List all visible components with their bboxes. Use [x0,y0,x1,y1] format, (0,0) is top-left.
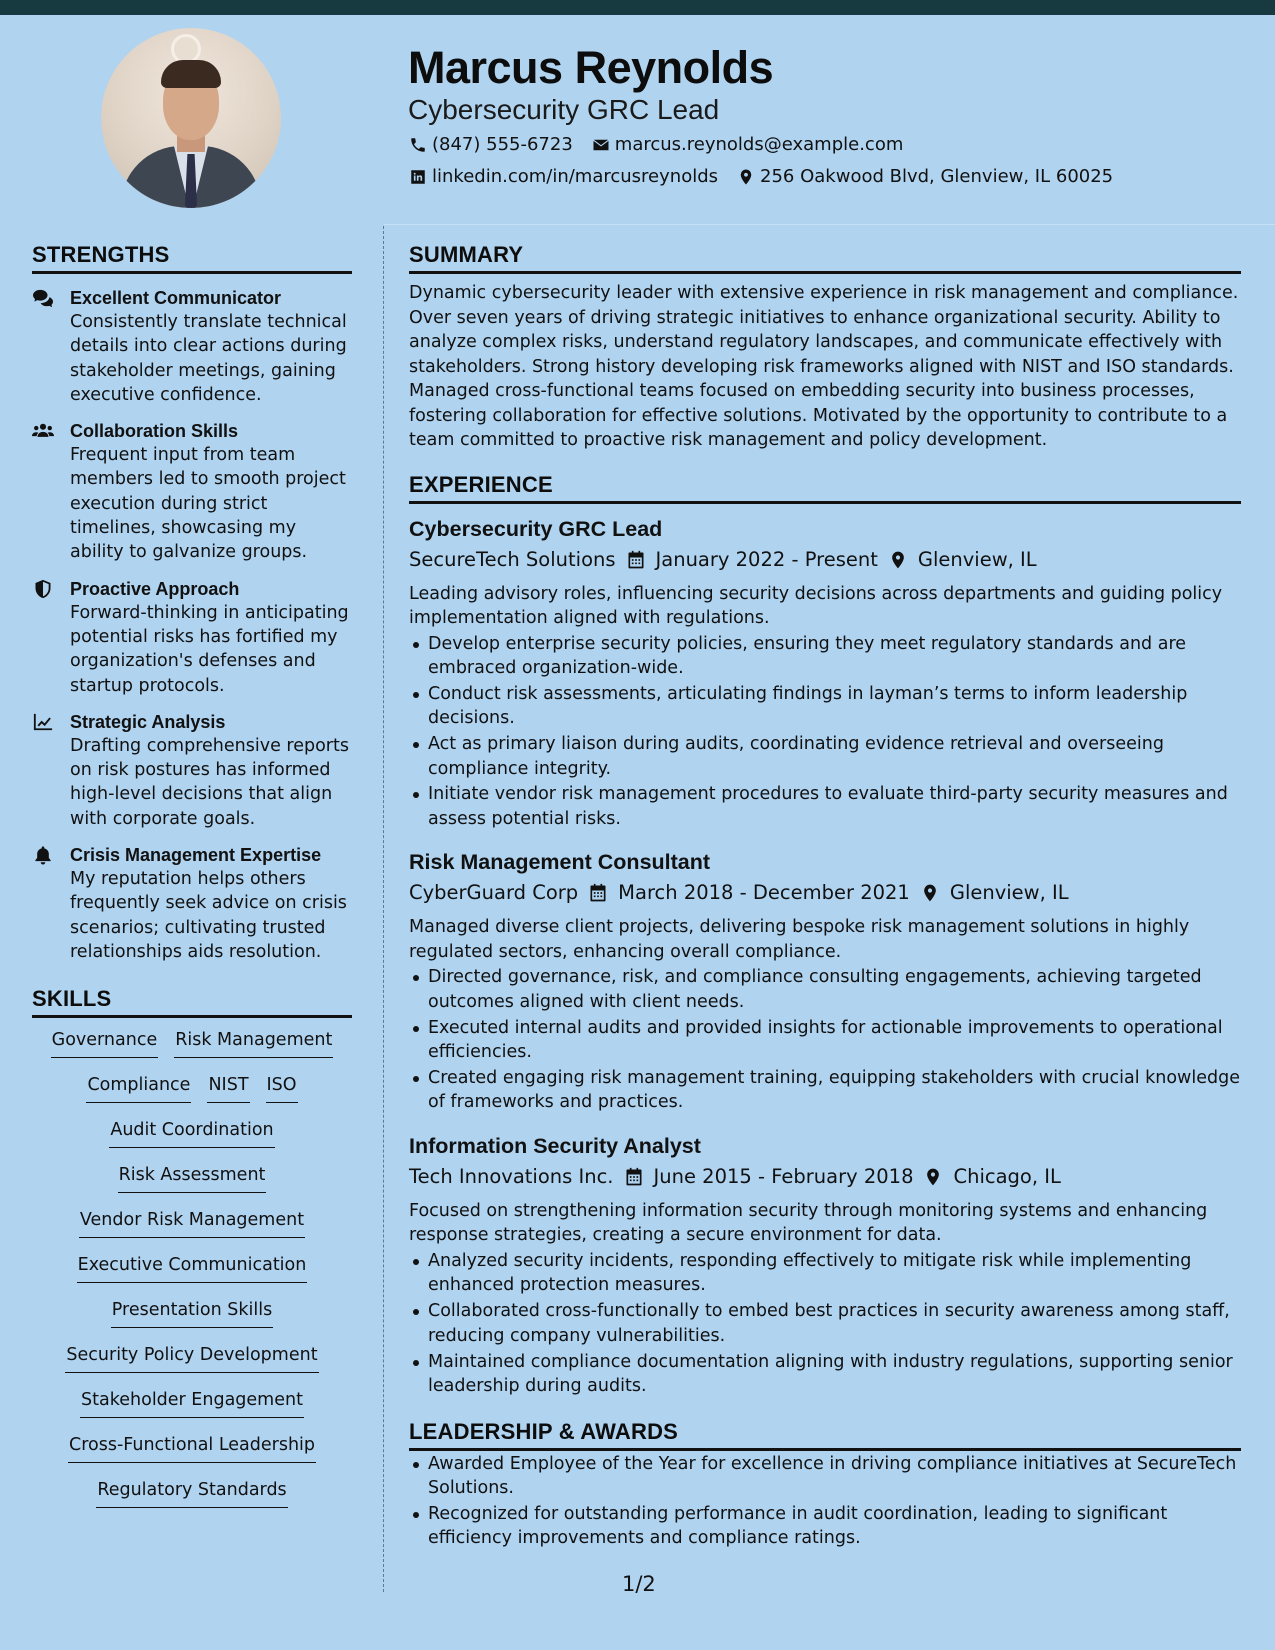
phone-icon [408,135,428,155]
job-bullets [409,1249,1241,1399]
strength-item [32,419,352,564]
skill-row [86,1073,297,1118]
email-contact [591,134,904,155]
strength-title: Crisis Management Expertise [70,845,322,866]
envelope-icon [591,135,611,155]
job-meta [409,544,1241,576]
strength-item [32,577,352,698]
candidate-name: Marcus Reynolds [408,42,774,93]
job-title: Cybersecurity GRC Lead [409,516,663,541]
job-company: CyberGuard Corp [409,881,579,905]
skill-row [111,1298,273,1343]
skills-list [32,1028,352,1523]
job-bullet: Act as primary liaison during audits, coordinating evidence retrieval and overseeing compliance integrity. [409,732,1241,781]
map-pin-icon [923,1167,943,1187]
job-entry [409,514,1241,832]
strength-item [32,286,352,407]
job-bullets [409,632,1241,832]
header-divider [384,224,1275,225]
strength-item [32,710,352,831]
skill-row [79,1208,305,1253]
skill-tag: Stakeholder Engagement [80,1388,304,1418]
skill-row [80,1388,304,1433]
skill-tag: NIST [207,1073,249,1103]
job-bullet: Directed governance, risk, and compliance consulting engagements, achieving targeted outcomes aligned with client needs. [409,965,1241,1014]
skill-row [68,1433,316,1478]
right-column [409,242,1241,1552]
job-location: Glenview, IL [917,547,1037,571]
job-dates: March 2018 - December 2021 [618,881,910,905]
skill-tag: Executive Communication [77,1253,308,1283]
top-bar [0,0,1275,15]
page-number: 1/2 [622,1572,656,1596]
award-item: Awarded Employee of the Year for excellence in driving compliance initiatives at SecureTech Solutions. [409,1452,1241,1501]
chart-line-icon [32,710,70,831]
strength-text: My reputation helps others frequently seek advice on crisis scenarios; cultivating trusted relationships aids resolution. [70,869,347,962]
phone-text: (847) 555-6723 [432,134,573,155]
skill-tag: Compliance [86,1073,191,1103]
contact-row-2 [408,166,1113,187]
bell-icon [32,843,70,964]
awards-list [409,1452,1241,1551]
job-bullet: Executed internal audits and provided insights for actionable improvements to operational efficiencies. [409,1016,1241,1065]
calendar-icon [624,1167,644,1187]
job-title: Risk Management Consultant [409,850,711,875]
skill-tag: Audit Coordination [109,1118,274,1148]
strength-title: Excellent Communicator [70,288,282,308]
job-bullet: Analyzed security incidents, responding effectively to mitigate risk while implementing enhanced protection measures. [409,1249,1241,1298]
strength-text: Drafting comprehensive reports on risk postures has informed high-level decisions that align with corporate goals. [70,735,349,829]
job-company: Tech Innovations Inc. [409,1164,614,1188]
job-entry [409,1131,1241,1399]
skill-tag: Risk Management [174,1028,333,1058]
phone-contact [408,134,573,155]
strength-text: Consistently translate technical details into clear actions during stakeholder meetings, gaining executive confidence. [70,312,347,405]
summary-text: Dynamic cybersecurity leader with extensive experience in risk management and compliance. Over seven years of driving strategic initiatives to enhance organizational security. Ability to analyze complex risks, understand regulatory landscapes, and communicate effectively with stakeholders. Strong history developing risk frameworks aligned with NIST and ISO standards. Managed cross-functional teams focused on embedding security into business processes, fostering collaboration for effective solutions. Motivated by the opportunity to contribute to a team committed to proactive risk management and policy development. [409,283,1239,450]
calendar-icon [588,883,608,903]
strength-title: Collaboration Skills [70,421,239,442]
job-description: Managed diverse client projects, delivering bespoke risk management solutions in highly regulated sectors, enhancing overall compliance. [409,917,1190,962]
job-bullet: Conduct risk assessments, articulating findings in layman’s terms to inform leadership decisions. [409,682,1241,731]
strength-text: Frequent input from team members led to smooth project execution during strict timelines, showcasing my ability to galvanize groups. [70,445,346,563]
skill-tag: Regulatory Standards [96,1478,287,1508]
awards-heading: LEADERSHIP & AWARDS [409,1419,1241,1451]
strength-title: Proactive Approach [70,578,240,599]
profile-photo [101,28,281,208]
skill-row [96,1478,287,1523]
job-dates: January 2022 - Present [655,547,878,571]
linkedin-text[interactable]: linkedin.com/in/marcusreynolds [432,166,719,187]
contact-row-1 [408,134,903,155]
skill-tag: Risk Assessment [118,1163,267,1193]
skill-row [51,1028,334,1073]
summary-heading: SUMMARY [409,242,1241,274]
job-bullet: Develop enterprise security policies, ensuring they meet regulatory standards and are embraced organization-wide. [409,632,1241,681]
job-location: Glenview, IL [949,881,1069,905]
skill-row [118,1163,267,1208]
skill-tag: Presentation Skills [111,1298,273,1328]
job-dates: June 2015 - February 2018 [653,1164,914,1188]
award-item: Recognized for outstanding performance in audit coordination, leading to significant efficiency improvements and compliance ratings. [409,1502,1241,1551]
skill-tag: ISO [266,1073,298,1103]
map-pin-icon [736,167,756,187]
experience-heading: EXPERIENCE [409,472,1241,504]
column-divider [383,226,384,1592]
strength-item [32,843,352,964]
job-meta [409,877,1241,909]
job-description: Leading advisory roles, influencing security decisions across departments and guiding policy implementation aligned with regulations. [409,583,1223,628]
job-location: Chicago, IL [953,1164,1061,1188]
strength-text: Forward-thinking in anticipating potential risks has fortified my organization's defenses and startup protocols. [70,602,349,696]
skill-row [109,1118,274,1163]
job-description: Focused on strengthening information security through monitoring systems and enhancing response strategies, creating a secure environment for data. [409,1200,1208,1246]
linkedin-contact [408,166,718,187]
skill-tag: Security Policy Development [65,1343,318,1373]
job-meta [409,1161,1241,1193]
candidate-title: Cybersecurity GRC Lead [408,94,720,125]
map-pin-icon [920,883,940,903]
job-bullet: Initiate vendor risk management procedures to evaluate third-party security measures and assess potential risks. [409,782,1241,831]
comments-icon [32,286,70,407]
job-bullet: Created engaging risk management training, equipping stakeholders with crucial knowledge of frameworks and practices. [409,1066,1241,1115]
users-icon [32,419,70,564]
job-bullet: Maintained compliance documentation aligning with industry regulations, supporting senior leadership during audits. [409,1350,1241,1399]
shield-icon [32,577,70,698]
skill-row [65,1343,318,1388]
strength-title: Strategic Analysis [70,711,226,732]
calendar-icon [626,550,646,570]
job-bullet: Collaborated cross-functionally to embed best practices in security awareness among staff, reducing company vulnerabilities. [409,1299,1241,1348]
skill-row [77,1253,308,1298]
job-bullets [409,965,1241,1115]
job-entry [409,847,1241,1115]
job-company: SecureTech Solutions [409,547,616,571]
address-text: 256 Oakwood Blvd, Glenview, IL 60025 [760,166,1114,187]
skill-tag: Cross-Functional Leadership [68,1433,316,1463]
job-title: Information Security Analyst [409,1133,701,1158]
email-text[interactable]: marcus.reynolds@example.com [614,134,904,155]
map-pin-icon [888,550,908,570]
skills-heading: SKILLS [32,986,352,1018]
skill-tag: Governance [51,1028,159,1058]
linkedin-icon [408,167,428,187]
left-column [32,242,352,1523]
skill-tag: Vendor Risk Management [79,1208,305,1238]
address-contact [736,166,1113,187]
strengths-heading: STRENGTHS [32,242,352,274]
